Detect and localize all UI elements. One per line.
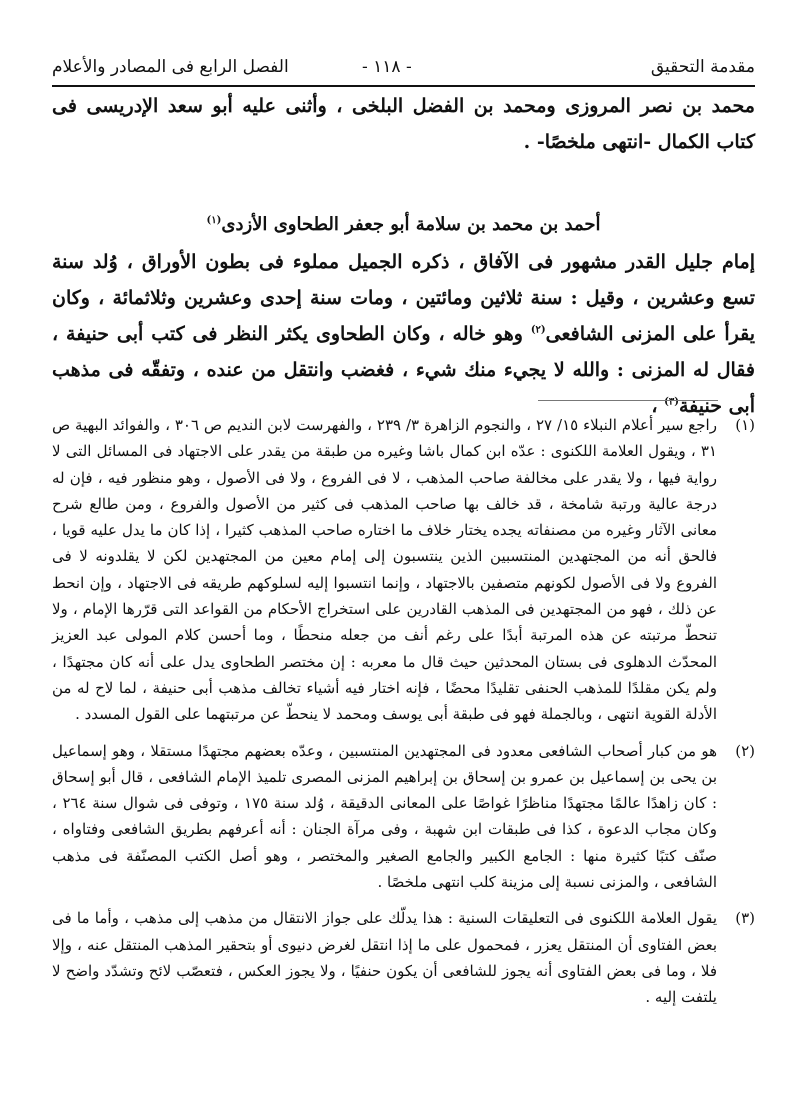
footnote-ref-1[interactable]: (١) <box>206 215 222 226</box>
biography-paragraph <box>52 244 755 424</box>
heading-text: أحمد بن محمد بن سلامة أبو جعفر الطحاوى الأزدى <box>221 214 601 235</box>
spacer <box>52 160 755 208</box>
footnote-number: (١) <box>735 416 755 434</box>
footnote-separator <box>538 400 718 401</box>
footnote <box>52 905 755 1010</box>
body-text-3: ، <box>651 395 665 417</box>
footnote-text: يقول العلامة اللكنوى فى التعليقات السنية : هذا يدلّك على جواز الانتقال من مذهب إلى مذهب ، وأما ما فى بعض الفتاوى أن المنتقل يعزر ، فمحمول على ما إذا انتقل لغرض دنيوى أو بتحقير المذهب المنتقل عنه ، وإلا فلا ، وما فى بعض الفتاوى أنه يجوز للشافعى أن يكون حنفيًا ، ولا يجوز العكس ، فتعصّب لائح وتشدّد واضح لا يلتفت إليه . <box>52 909 717 1007</box>
footnote <box>52 412 755 728</box>
footnote-ref-2[interactable]: (٢) <box>530 324 546 336</box>
footnote <box>52 738 755 896</box>
header-section-title: مقدمة التحقيق <box>650 57 755 77</box>
body-text-1: إمام جليل القدر مشهور فى الآفاق ، ذكره الجميل مملوء فى بطون الأوراق ، وُلد سنة تسع وعشرين ، وقيل : سنة ثلاثين ومائتين ، ومات سنة إحدى وعشرين وثلاثمائة ، وكان يقرأ على المزنى الشافعى <box>52 251 755 345</box>
intro-paragraph: محمد بن نصر المروزى ومحمد بن الفضل البلخى ، وأثنى عليه أبو سعد الإدريسى فى كتاب الكمال -انتهى ملخصًا- . <box>52 95 755 153</box>
page-number: - ١١٨ - <box>362 57 412 77</box>
footnote-ref-3[interactable]: (٣) <box>664 396 679 408</box>
footnote-number: (٢) <box>735 741 755 760</box>
footnotes <box>52 412 755 1021</box>
body-text-2: وهو خاله ، وكان الطحاوى يكثر النظر فى كتب أبى حنيفة ، فقال له المزنى : والله لا يجيء منك شيء ، فغضب وانتقل من عنده ، وتفقّه فى مذهب أبى حنيفة <box>52 323 755 417</box>
footnote-number: (٣) <box>735 909 755 928</box>
main-text <box>52 88 755 424</box>
biography-heading <box>52 208 755 242</box>
header-chapter-title: الفصل الرابع فى المصادر والأعلام <box>52 57 289 77</box>
footnote-text: راجع سير أعلام النبلاء ١٥/ ٢٧ ، والنجوم الزاهرة ٣/ ٢٣٩ ، والفهرست لابن النديم ص ٣٠٦ ، والفوائد البهية ص ٣١ ، ويقول العلامة اللكنوى : عدّه ابن كمال باشا وغيره من طبقة من يقدر على الاجتهاد فى المسائل التى لا رواية فيها ، ولا يقدر على مخالفة صاحب المذهب ، لا فى الفروع ، ولا فى الأصول ، وهو منظور فيه ، فإن له درجة عالية ورتبة شامخة ، قد خالف بها صاحب المذهب فى كثير من الأصول والفروع ، ومن طالع شرح معانى الآثار وغيره من مصنفاته يجده يختار خلاف ما اختاره صاحب المذهب كثيرا ، إذا كان ما يدل عليه قويا ، فالحق أنه من المجتهدين المنتسبين الذين ينتسبون إلى إمام معين من المجتهدين لكن لا يقلدونه لا فى الفروع ولا فى الأصول لكونهم متصفين بالاجتهاد ، وإنما انتسبوا إليه لسلوكهم طريقه فى الاجتهاد ، وإن انحط عن ذلك ، فهو من المجتهدين فى المذهب القادرين على استخراج الأحكام من القواعد التى قرّرها الإمام ، ولا تنحطّ مرتبته عن هذه المرتبة أبدًا على رغم أنف من جعله منحطًا ، وما أحسن كلام المولى عبد العزيز المحدّث الدهلوى فى بستان المحدثين حيث قال ما معربه : إن مختصر الطحاوى يدل على أنه كان مجتهدًا ، ولم يكن مقلدًا للمذهب الحنفى تقليدًا محضًا ، فإنه اختار فيه أشياء تخالف مذهب أبى حنيفة ، لما لاح له من الأدلة القوية انتهى ، وبالجملة فهو فى طبقة أبى يوسف ومحمد لا ينحطّ عن مرتبتهما على القول المسدد . <box>52 416 717 724</box>
running-header <box>52 55 755 87</box>
footnote-text: هو من كبار أصحاب الشافعى معدود فى المجتهدين المنتسبين ، وعدّه بعضهم مجتهدًا مستقلا ، وهو إسماعيل بن يحى بن إسماعيل بن عمرو بن إسحاق بن إبراهيم المزنى المصرى تلميذ الإمام الشافعى ، قال أبو إسحاق : كان زاهدًا عالمًا مجتهدًا مناظرًا غواصًا على المعانى الدقيقة ، وُلد سنة ١٧٥ ، وتوفى فى شوال سنة ٢٦٤ ، وكان مجاب الدعوة ، كذا فى طبقات ابن شهبة ، وفى مرآة الجنان : أنه أعرفهم بطريق الشافعى وفتاواه ، صنّف كتبًا كثيرة منها : الجامع الكبير والجامع الصغير والمختصر ، وهو أصل الكتب المصنّفة فى مذهب الشافعى ، والمزنى نسبة إلى مزينة كلب انتهى ملخصًا . <box>52 741 717 892</box>
